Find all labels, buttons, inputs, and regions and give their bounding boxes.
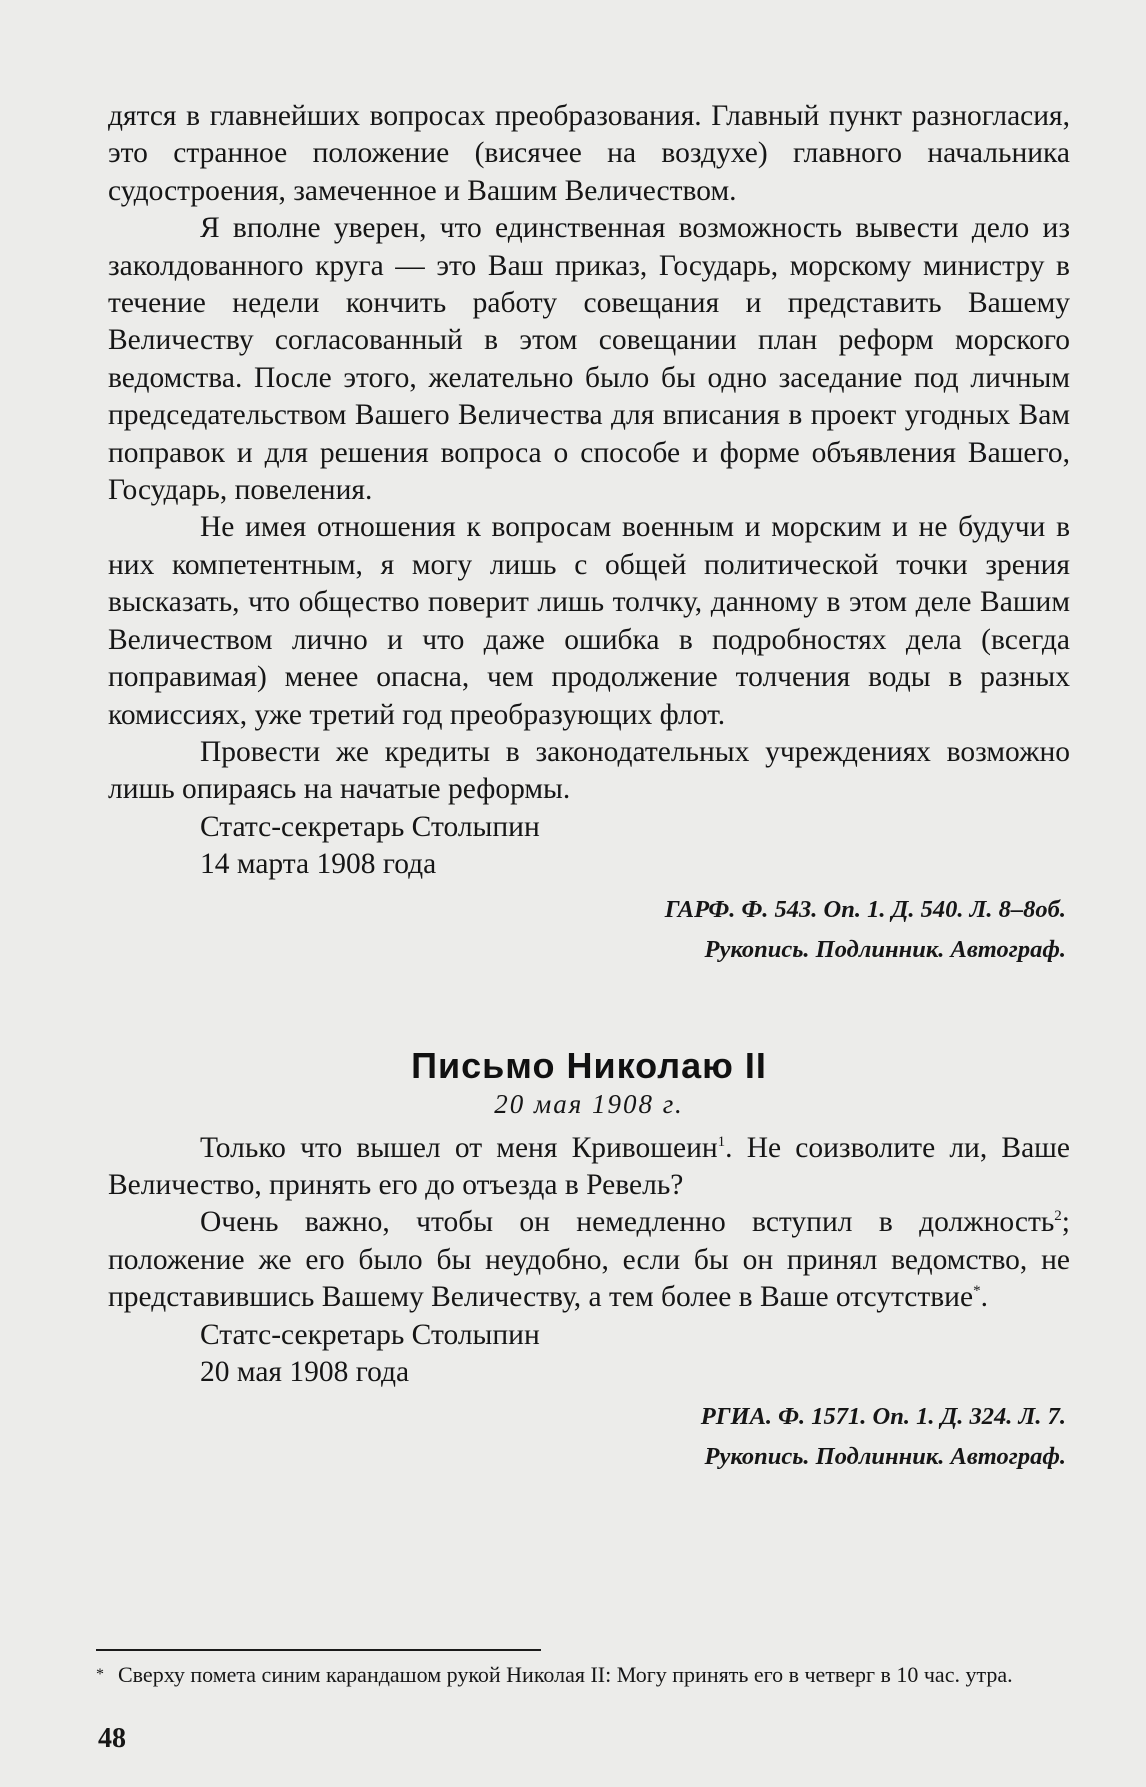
footnote-ref-star: *	[973, 1283, 981, 1300]
footnote-ref-2: 2	[1054, 1208, 1062, 1225]
letter-title: Письмо Николаю II	[411, 1044, 767, 1086]
letter-paragraph-2	[108, 1204, 1070, 1316]
letter-paragraph-1-text-b: . Не соизволите ли, Ваше Величество, принять его до отъезда в Ревель?	[108, 1131, 1070, 1201]
letter-date: 20 мая 1908 г.	[494, 1088, 684, 1119]
footnote-divider	[96, 1649, 541, 1651]
page-content	[108, 98, 1070, 1477]
letter-paragraph-2-text-b: ; положение же его было бы неудобно, если бы он принял ведомство, не представившись Вашему Величеству, а тем более в Ваше отсутствие	[108, 1206, 1070, 1314]
archive-source: ГАРФ. Ф. 543. Оп. 1. Д. 540. Л. 8–8об.	[664, 895, 1066, 923]
archive-source-note: Рукопись. Подлинник. Автограф.	[704, 935, 1066, 963]
page-number: 48	[98, 1723, 126, 1754]
footnote-ref-1: 1	[717, 1133, 726, 1150]
letter-archive-source-note: Рукопись. Подлинник. Автограф.	[704, 1443, 1066, 1471]
paragraph-4: Провести же кредиты в законодательных учреждениях возможно лишь опираясь на начатые реформы.	[108, 735, 1070, 806]
letter-signature-date: 20 мая 1908 года	[200, 1355, 410, 1388]
letter-paragraph-2-text-a: Очень важно, чтобы он немедленно вступил в должность	[200, 1206, 1055, 1239]
footnote	[96, 1661, 1040, 1689]
letter-signature: Статс-секретарь Столыпин	[200, 1318, 540, 1351]
letter-paragraph-1	[108, 1130, 1070, 1205]
footnote-text: Сверху помета синим карандашом рукой Николая II: Могу принять его в четверг в 10 час. утра.	[118, 1662, 1013, 1687]
letter-archive-source: РГИА. Ф. 1571. Оп. 1. Д. 324. Л. 7.	[700, 1403, 1066, 1431]
letter-paragraph-1-text-a: Только что вышел от меня Кривошеин	[200, 1131, 718, 1164]
paragraph-1: дятся в главнейших вопросах преобразования. Главный пункт разногласия, это странное положение (висячее на воздухе) главного начальника судостроения, замеченное и Вашим Величеством.	[108, 100, 1070, 207]
paragraph-2: Я вполне уверен, что единственная возможность вывести дело из заколдованного круга — это Ваш приказ, Государь, морскому министру в течение недели кончить работу совещания и представить Вашему Величеству согласованный в этом совещании план реформ морского ведомства. После этого, желательно было бы одно заседание под личным председательством Вашего Величества для вписания в проект угодных Вам поправок и для решения вопроса о способе и форме объявления Вашего, Государь, повеления.	[108, 212, 1070, 507]
paragraph-3: Не имея отношения к вопросам военным и морским и не будучи в них компетентным, я могу лишь с общей политической точки зрения высказать, что общество поверит лишь толчку, данному в этом деле Вашим Величеством лично и что даже ошибка в подробностях дела (всегда поправимая) менее опасна, чем продолжение толчения воды в разных комиссиях, уже третий год преобразующих флот.	[108, 511, 1070, 731]
signature-date: 14 марта 1908 года	[200, 848, 437, 881]
footnote-marker: *	[96, 1666, 104, 1683]
signature: Статс-секретарь Столыпин	[200, 810, 540, 843]
letter-paragraph-2-text-c: .	[980, 1281, 988, 1314]
